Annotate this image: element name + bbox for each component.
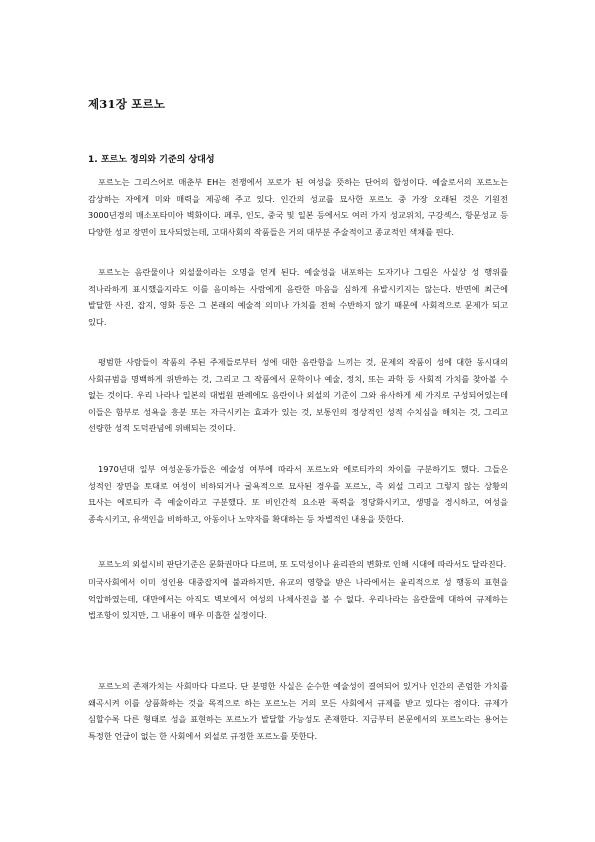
paragraph-existence-value: 포르노의 존재가치는 사회마다 다르다. 단 분명한 사실은 순수한 예술성이 결여되어 있거나 인간의 존엄한 가치를 왜곡시켜 이를 상품화하는 것을 목적으로 하는 포르노는 거의 모든 사회에서 규제를 받고 있다는 점이다. 규제가 심할수록 다른 형태로 성을 표현하는 포르노가 발달할 가능성도 존재한다. 지금부터 본문에서의 포르노라는 용어는 특정한 언급이 없는 한 사회에서 외설로 규정한 포르노를 뜻한다. (88, 681, 508, 741)
paragraph-criteria: 평범한 사람들이 작품의 주된 주제들로부터 성에 대한 음란함을 느끼는 것, 문제의 작품이 성에 대한 동시대의 사회규범을 명백하게 위반하는 것, 그리고 그 작품에서 문학이나 예술, 정치, 또는 과학 등 사회적 가치를 찾아볼 수 없는 것이다. 우리 나라나 일본의 대법원 판례에도 음란이나 외설의 기준이 그와 유사하게 세 가지로 구성되어있는데 이들은 함부로 성욕을 흥분 또는 자극시키는 효과가 있는 것, 보통인의 정상적인 성적 수치심을 해치는 것, 그리고 선량한 성적 도덕관념에 위배되는 것이다. (88, 357, 508, 434)
chapter-title: 제31장 포르노 (88, 97, 166, 111)
paragraph-regulation: 미국사회에서 이미 성인용 대중잡지에 불과하지만, 유교의 영향을 받은 나라에서는 윤리적으로 성 행동의 표현을 억압하였는데, 대만에서는 아직도 벽보에서 여성의 나체사진을 볼 수 없다. 우리나라는 음란물에 대하여 규제하는 법조항이 있지만, 그 내용이 매우 미흡한 실정이다. (88, 577, 508, 621)
paragraph-stigma: 포르노는 음란물이나 외설물이라는 오명을 얻게 된다. 예술성을 내포하는 도자기나 그림은 사실상 성 행위를 적나라하게 표시했을지라도 이를 음미하는 사람에게 음란한 마음을 심하게 유발시키지는 않는다. 반면에 최근에 발달한 사진, 잡지, 영화 등은 그 본래의 예술적 의미나 가치를 전혀 수반하지 않기 때문에 사회적으로 문제가 되고 있다. (88, 267, 508, 327)
paragraph-feminist-view: 1970년대 일부 여성운동가들은 예술성 여부에 따라서 포르노와 에로티카의 차이를 구분하기도 했다. 그들은 성적인 장면을 토대로 여성이 비하되거나 굴욕적으로 묘사된 경우를 포르노, 즉 외설 그리고 그렇지 않는 상황의 묘사는 에로티카 즉 예술이라고 구분했다. 또 비인간적 요소판 폭력을 정당화시키고, 생명을 경시하고, 여성을 종속시키고, 유색인을 비하하고, 아동이나 노약자를 확대하는 등 차별적인 내용을 뜻한다. (88, 464, 508, 524)
paragraph-definition: 포르노는 그리스어로 매춘부 EH는 전쟁에서 포로가 된 여성을 뜻하는 단어의 합성이다. 예술로서의 포르노는 감상하는 자에게 미와 매력을 제공해 주고 있다. 인간의 성교를 묘사한 포르노 중 가장 오래된 것은 기원전 3000년경의 매소포타미아 벽화이다. 페루, 인도, 중국 및 일본 등에서도 여러 가지 성교위치, 구강섹스, 항문성교 등 다양한 성교 장면이 묘사되었는데, 고대사회의 작품들은 거의 대부분 주술적이고 종교적인 색채를 띈다. (88, 177, 508, 237)
paragraph-cultural-standard: 포르노의 외설시비 판단기준은 문화권마다 다르며, 또 도덕성이나 윤리관의 변화로 인해 시대에 따라서도 달라진다. (98, 559, 507, 569)
section-title: 1. 포르노 정의와 기준의 상대성 (88, 155, 215, 165)
